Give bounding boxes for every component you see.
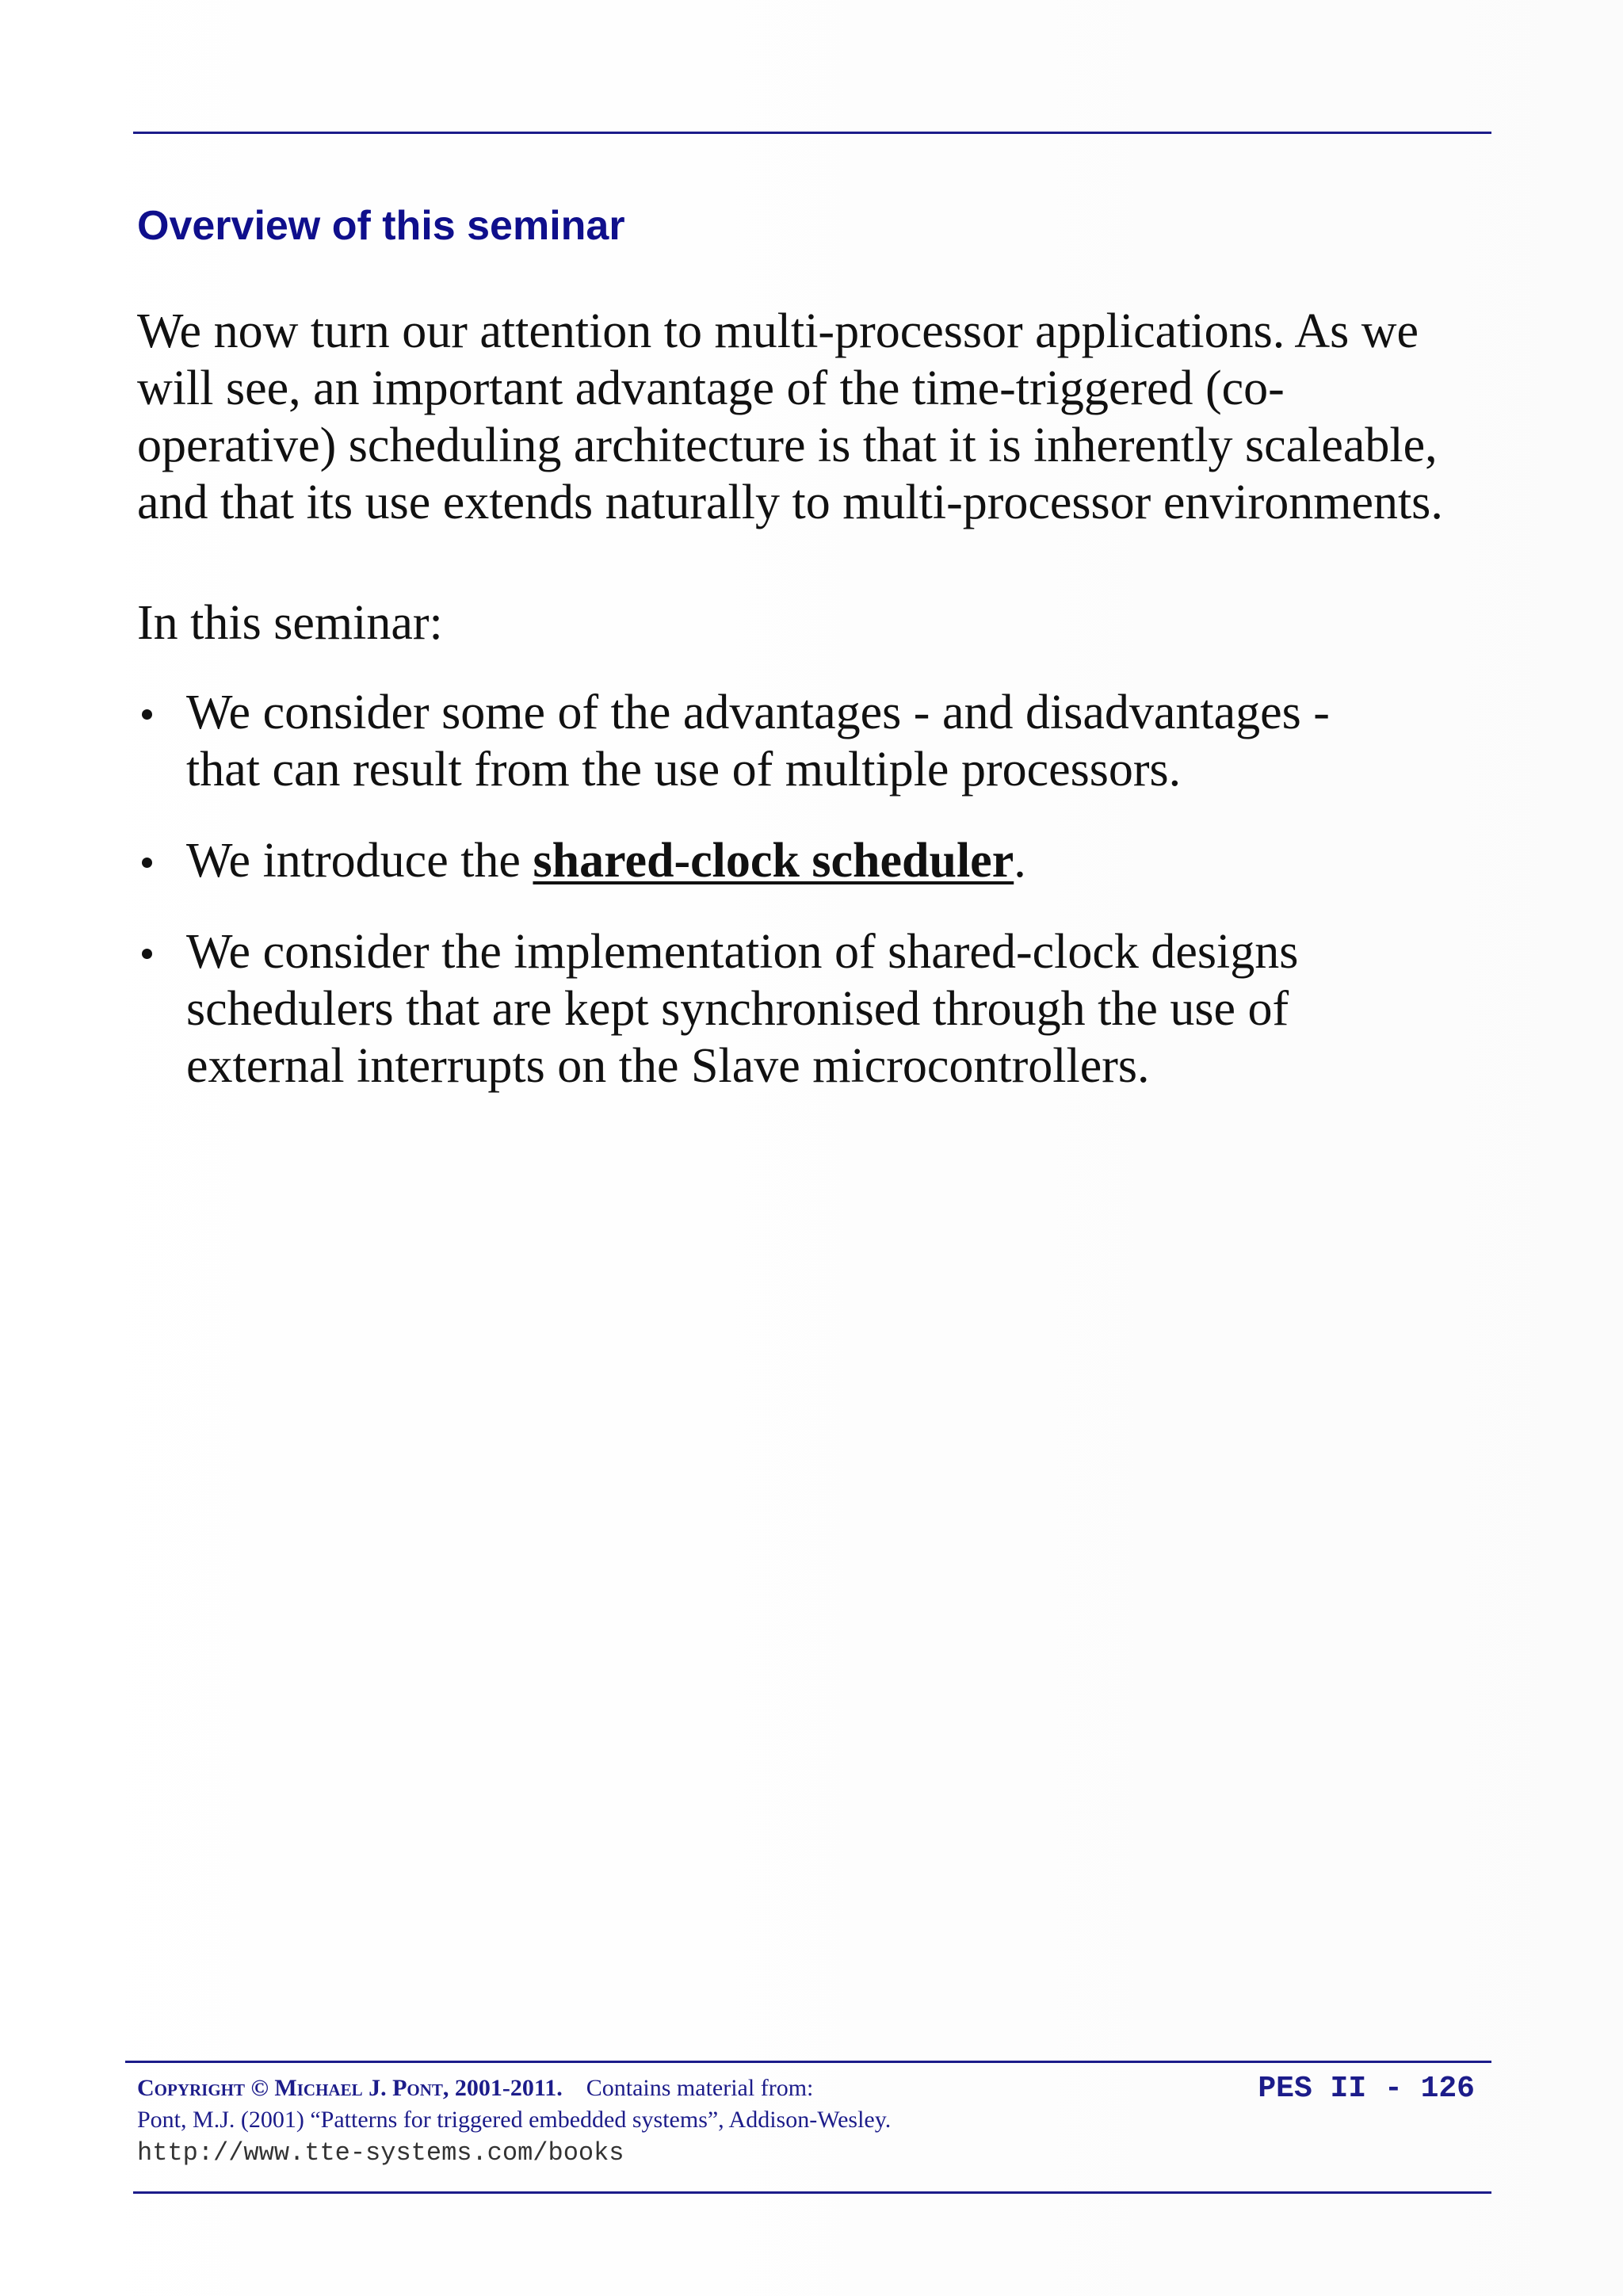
list-item-suffix: . xyxy=(1014,834,1026,888)
footer-url: http://www.tte-systems.com/books xyxy=(137,2138,624,2168)
list-item-line: external interrupts on the Slave microcontrollers. xyxy=(186,1039,1150,1093)
page-footer xyxy=(137,2072,1484,2186)
list-item-line xyxy=(186,832,1500,889)
list-item-line: schedulers that are kept synchronised through the use of xyxy=(186,982,1289,1036)
list-item-prefix: We introduce the xyxy=(186,834,533,888)
intro-line: and that its use extends naturally to multi-processor environments. xyxy=(137,476,1443,529)
contains-material-note: Contains material from: xyxy=(586,2075,814,2101)
list-item-line: that can result from the use of multiple processors. xyxy=(186,743,1182,797)
bullet-icon xyxy=(142,949,152,959)
list-item xyxy=(137,684,1500,798)
page-title: Overview of this seminar xyxy=(137,203,625,249)
intro-line: will see, an important advantage of the time-triggered (co- xyxy=(137,361,1285,415)
intro-line: operative) scheduling architecture is that it is inherently scaleable, xyxy=(137,418,1438,472)
shared-clock-scheduler-term: shared-clock scheduler xyxy=(533,834,1014,888)
list-item-line: We consider the implementation of shared-clock designs xyxy=(186,925,1299,979)
page-number: PES II - 126 xyxy=(1258,2072,1475,2106)
list-item-line: We consider some of the advantages - and disadvantages - xyxy=(186,686,1330,739)
list-item xyxy=(137,832,1500,889)
footer-top-rule xyxy=(125,2061,1491,2063)
footer-bottom-rule xyxy=(133,2191,1491,2194)
footer-copyright-line xyxy=(137,2075,813,2102)
seminar-topics-list xyxy=(137,684,1500,1129)
bullet-icon xyxy=(142,709,152,720)
bullet-icon xyxy=(142,858,152,868)
header-rule xyxy=(133,132,1491,134)
copyright-notice: Copyright © Michael J. Pont, 2001-2011. xyxy=(137,2075,563,2101)
footer-citation: Pont, M.J. (2001) “Patterns for triggered embedded systems”, Addison-Wesley. xyxy=(137,2107,892,2133)
intro-line: We now turn our attention to multi-processor applications. As we xyxy=(137,304,1419,358)
intro-paragraph xyxy=(137,303,1500,531)
list-lead-in: In this seminar: xyxy=(137,596,443,650)
list-item xyxy=(137,923,1500,1095)
